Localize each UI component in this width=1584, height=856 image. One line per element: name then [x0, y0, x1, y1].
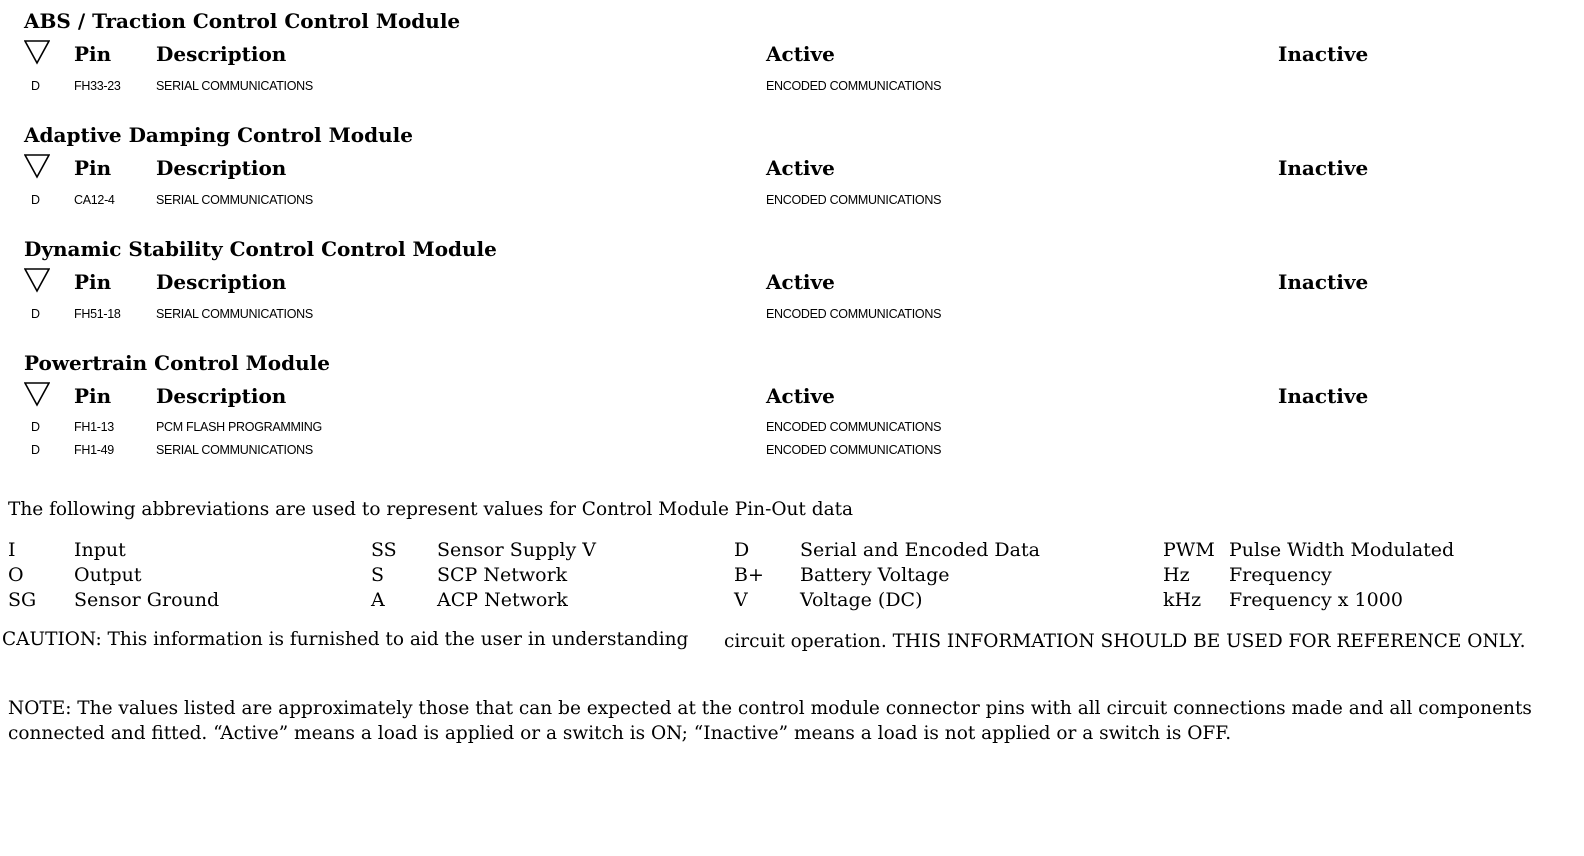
abbr-code: S	[371, 564, 385, 586]
abbr-meaning: Output	[74, 564, 142, 586]
header-active: Active	[766, 156, 835, 180]
abbr-code: SS	[371, 539, 397, 561]
row-active: ENCODED COMMUNICATIONS	[766, 307, 942, 321]
row-type: D	[31, 443, 40, 457]
abbr-code: SG	[8, 589, 37, 611]
abbr-meaning: Input	[74, 539, 126, 561]
abbr-meaning: Frequency	[1229, 564, 1332, 586]
abbr-meaning: SCP Network	[437, 564, 568, 586]
header-description: Description	[156, 270, 287, 294]
note-text	[8, 696, 1568, 746]
module-title: ABS / Traction Control Control Module	[24, 9, 461, 33]
row-description: SERIAL COMMUNICATIONS	[156, 307, 313, 321]
header-active: Active	[766, 270, 835, 294]
caution-part1: CAUTION: This information is furnished to aid the user in understanding	[2, 629, 689, 650]
abbr-meaning: Pulse Width Modulated	[1229, 539, 1455, 561]
table-row	[0, 440, 1584, 460]
header-pin: Pin	[74, 270, 112, 294]
abbr-meaning: Frequency x 1000	[1229, 589, 1403, 611]
caution-part2: circuit operation. THIS INFORMATION SHOULD BE USED FOR REFERENCE ONLY.	[724, 631, 1526, 652]
row-active: ENCODED COMMUNICATIONS	[766, 79, 942, 93]
module-title: Adaptive Damping Control Module	[24, 123, 413, 147]
header-inactive: Inactive	[1278, 270, 1369, 294]
row-type: D	[31, 193, 40, 207]
down-triangle-icon	[24, 39, 50, 65]
header-inactive: Inactive	[1278, 156, 1369, 180]
header-description: Description	[156, 42, 287, 66]
table-row	[0, 304, 1584, 324]
module-title: Dynamic Stability Control Control Module	[24, 237, 497, 261]
row-pin: FH51-18	[74, 307, 121, 321]
abbr-code: V	[734, 589, 748, 611]
abbr-meaning: Serial and Encoded Data	[800, 539, 1040, 561]
caution-text	[2, 628, 1526, 652]
row-active: ENCODED COMMUNICATIONS	[766, 420, 942, 434]
down-triangle-icon	[24, 381, 50, 407]
row-description: SERIAL COMMUNICATIONS	[156, 79, 313, 93]
header-inactive: Inactive	[1278, 384, 1369, 408]
note-line-1: NOTE: The values listed are approximately those that can be expected at the control module connector pins with all circuit connections made and all components	[8, 698, 1532, 719]
abbr-code: I	[8, 539, 16, 561]
row-description: SERIAL COMMUNICATIONS	[156, 193, 313, 207]
row-type: D	[31, 79, 40, 93]
header-pin: Pin	[74, 156, 112, 180]
abbr-code: D	[734, 539, 750, 561]
row-pin: FH33-23	[74, 79, 121, 93]
abbr-meaning: Sensor Ground	[74, 589, 220, 611]
header-active: Active	[766, 42, 835, 66]
module-title: Powertrain Control Module	[24, 351, 330, 375]
abbreviations-intro: The following abbreviations are used to represent values for Control Module Pin-Out data	[8, 499, 854, 520]
row-pin: CA12-4	[74, 193, 115, 207]
header-active: Active	[766, 384, 835, 408]
abbr-code: A	[371, 589, 385, 611]
abbr-meaning: Battery Voltage	[800, 564, 950, 586]
row-description: PCM FLASH PROGRAMMING	[156, 420, 322, 434]
abbr-meaning: Voltage (DC)	[800, 589, 923, 611]
row-type: D	[31, 307, 40, 321]
header-inactive: Inactive	[1278, 42, 1369, 66]
abbr-meaning: ACP Network	[437, 589, 568, 611]
row-pin: FH1-13	[74, 420, 114, 434]
header-pin: Pin	[74, 42, 112, 66]
abbr-code: B+	[734, 564, 764, 586]
down-triangle-icon	[24, 153, 50, 179]
abbr-meaning: Sensor Supply V	[437, 539, 596, 561]
row-active: ENCODED COMMUNICATIONS	[766, 193, 942, 207]
table-row	[0, 417, 1584, 437]
header-description: Description	[156, 156, 287, 180]
header-description: Description	[156, 384, 287, 408]
abbr-code: Hz	[1163, 564, 1190, 586]
down-triangle-icon	[24, 267, 50, 293]
row-description: SERIAL COMMUNICATIONS	[156, 443, 313, 457]
abbr-code: kHz	[1163, 589, 1202, 611]
row-type: D	[31, 420, 40, 434]
header-pin: Pin	[74, 384, 112, 408]
table-row	[0, 76, 1584, 96]
note-line-2: connected and fitted. “Active” means a load is applied or a switch is ON; “Inactive” means a load is not applied or a switch is OFF.	[8, 723, 1232, 744]
abbr-code: PWM	[1163, 539, 1215, 561]
abbr-code: O	[8, 564, 24, 586]
row-active: ENCODED COMMUNICATIONS	[766, 443, 942, 457]
row-pin: FH1-49	[74, 443, 114, 457]
table-row	[0, 190, 1584, 210]
